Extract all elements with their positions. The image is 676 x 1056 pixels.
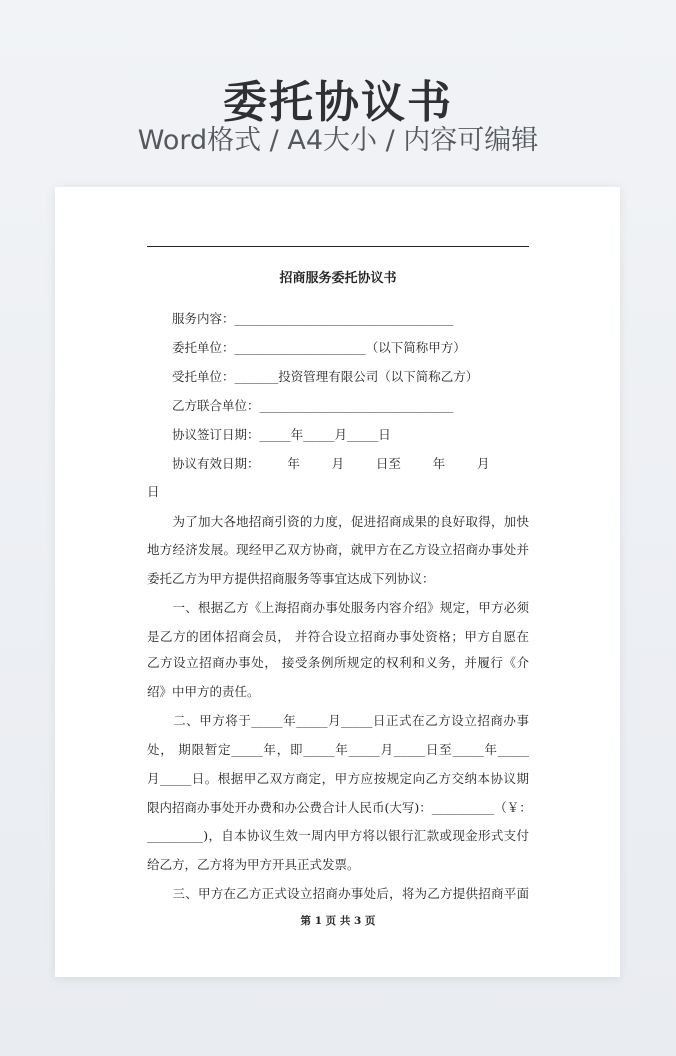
field-agent: 受托单位：_______投资管理有限公司（以下简称乙方）	[172, 369, 479, 384]
body-line: 乙方设立招商办事处， 接受条例所规定的权利和义务，并履行《介	[147, 655, 529, 670]
field-service-content: 服务内容：___________________________________	[172, 311, 454, 326]
hero-title: 委托协议书	[223, 77, 453, 128]
field-valid-date: 协议有效日期： 年 月 日至 年 月	[172, 456, 490, 471]
body-line: 月_____日。根据甲乙双方商定，甲方应按规定向乙方交纳本协议期	[147, 771, 529, 786]
field-sign-date: 协议签订日期：_____年_____月_____日	[172, 427, 391, 442]
field-partner: 乙方联合单位：_______________________________	[172, 398, 454, 413]
header-rule	[147, 246, 529, 247]
body-line: 限内招商办事处开办费和办公费合计人民币(大写)：__________（￥：	[147, 800, 532, 815]
document-title: 招商服务委托协议书	[279, 271, 397, 286]
body-line: 给乙方，乙方将为甲方开具正式发票。	[147, 857, 360, 872]
body-line: _________)，自本协议生效一周内甲方将以银行汇款或现金形式支付	[147, 828, 529, 843]
body-line: 处， 期限暂定_____年，即_____年_____月_____日至_____年_____	[147, 742, 529, 757]
field-valid-date-wrap: 日	[147, 484, 160, 499]
document-page	[55, 187, 620, 977]
body-line: 委托乙方为甲方提供招商服务等事宜达成下列协议：	[147, 571, 435, 586]
hero-subtitle: Word格式 / A4大小 / 内容可编辑	[137, 125, 539, 156]
body-line: 是乙方的团体招商会员， 并符合设立招商办事处资格；甲方自愿在	[147, 629, 529, 644]
body-line: 三、甲方在乙方正式设立招商办事处后，将为乙方提供招商平面	[147, 886, 529, 901]
body-line: 一、根据乙方《上海招商办事处服务内容介绍》规定，甲方必须	[147, 600, 529, 615]
body-line: 为了加大各地招商引资的力度，促进招商成果的良好取得，加快	[147, 514, 529, 529]
body-line: 绍》中甲方的责任。	[147, 684, 260, 699]
body-line: 地方经济发展。现经甲乙双方协商，就甲方在乙方设立招商办事处并	[147, 542, 529, 557]
field-client: 委托单位：_____________________（以下简称甲方）	[172, 340, 466, 355]
page-footer: 第 1 页 共 3 页	[300, 915, 376, 927]
body-line: 二、甲方将于_____年_____月_____日正式在乙方设立招商办事	[147, 713, 529, 728]
